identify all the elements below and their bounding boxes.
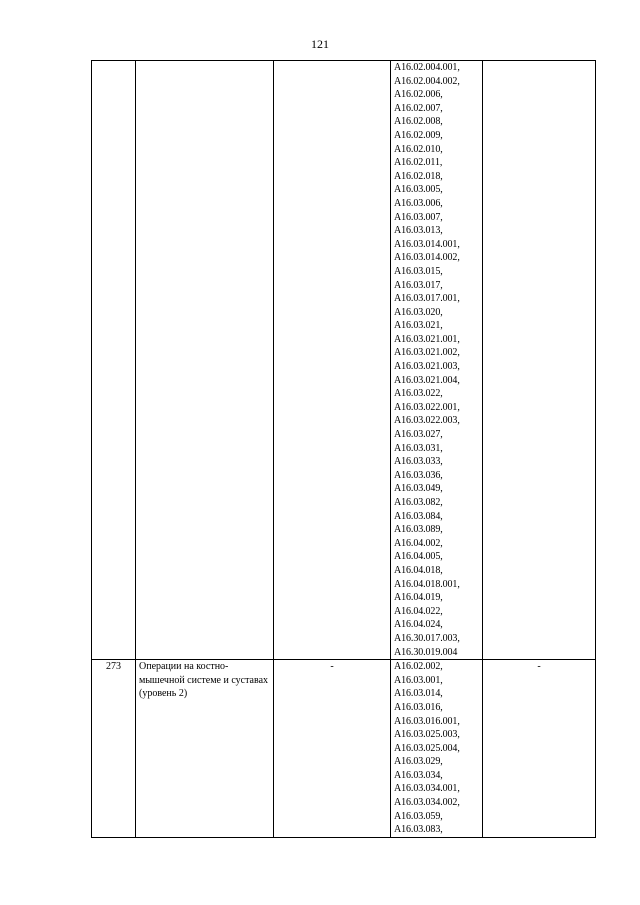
service-code: A16.03.017.001,	[394, 293, 460, 305]
row-col3-cell: -	[274, 660, 391, 838]
service-code: A16.03.022.001,	[394, 401, 460, 413]
table-row	[92, 660, 596, 838]
service-code: A16.03.007,	[394, 211, 443, 223]
table-row	[92, 61, 596, 660]
service-code: A16.03.021.003,	[394, 361, 460, 373]
service-code: A16.30.017.003,	[394, 632, 460, 644]
service-code: A16.03.001,	[394, 674, 443, 686]
service-code: A16.04.022,	[394, 605, 443, 617]
page-number: 121	[311, 37, 329, 51]
service-code: A16.03.049,	[394, 483, 443, 495]
row-number-cell: 273	[92, 660, 136, 838]
row-codes-cell	[391, 61, 483, 660]
row-col3-cell	[274, 61, 391, 660]
service-code: A16.03.021.002,	[394, 347, 460, 359]
service-code: A16.03.013,	[394, 225, 443, 237]
row-col5-cell	[483, 61, 596, 660]
service-code: A16.03.029,	[394, 756, 443, 768]
service-code: A16.03.036,	[394, 469, 443, 481]
service-code: A16.04.018,	[394, 564, 443, 576]
service-code: A16.03.022.003,	[394, 415, 460, 427]
service-code: A16.03.089,	[394, 524, 443, 536]
service-code: A16.03.014.002,	[394, 252, 460, 264]
service-code: A16.02.006,	[394, 89, 443, 101]
service-code: A16.03.027,	[394, 429, 443, 441]
service-code: A16.02.004.001,	[394, 62, 460, 73]
service-code: A16.03.016,	[394, 701, 443, 713]
service-code: A16.03.017,	[394, 279, 443, 291]
service-code: A16.03.059,	[394, 810, 443, 822]
service-code: A16.03.025.003,	[394, 729, 460, 741]
row-name-cell	[136, 61, 274, 660]
row-name-cell: Операции на костно-мышечной системе и суставах (уровень 2)	[136, 660, 274, 838]
service-code: A16.03.082,	[394, 497, 443, 508]
service-code: A16.03.034.001,	[394, 783, 460, 795]
service-code: A16.02.011,	[394, 157, 443, 169]
service-code: A16.02.004.002,	[394, 75, 460, 87]
row-col5-cell: -	[483, 660, 596, 838]
service-code: A16.02.010,	[394, 143, 443, 155]
service-code: A16.04.002,	[394, 537, 443, 549]
service-code: A16.30.019.004	[394, 646, 458, 658]
service-code: A16.03.034,	[394, 769, 443, 781]
service-code: A16.03.022,	[394, 388, 443, 400]
service-code: A16.03.006,	[394, 197, 443, 209]
service-code: A16.03.014.001,	[394, 238, 460, 250]
service-code: A16.03.031,	[394, 442, 443, 454]
service-code: A16.04.018.001,	[394, 578, 460, 590]
service-code: A16.03.034.002,	[394, 797, 460, 809]
service-code: A16.04.024,	[394, 619, 443, 631]
service-code: A16.03.021.001,	[394, 333, 460, 345]
service-code: A16.04.005,	[394, 551, 443, 563]
service-code: A16.02.008,	[394, 116, 443, 128]
service-code: A16.03.005,	[394, 184, 443, 196]
service-code: A16.04.019,	[394, 592, 443, 604]
row-codes-cell	[391, 660, 483, 838]
service-code: A16.03.016.001,	[394, 715, 460, 727]
service-code: A16.03.020,	[394, 306, 443, 318]
kpg-table	[91, 60, 596, 838]
service-code: A16.03.025.004,	[394, 742, 460, 754]
row-number-cell	[92, 61, 136, 660]
service-code: A16.03.033,	[394, 456, 443, 468]
service-code: A16.03.014,	[394, 688, 443, 700]
service-code: A16.02.002,	[394, 661, 443, 673]
service-code: A16.03.015,	[394, 265, 443, 277]
service-code: A16.02.007,	[394, 102, 443, 114]
service-code: A16.03.084,	[394, 510, 443, 522]
service-code: A16.03.021,	[394, 320, 443, 332]
service-code: A16.02.009,	[394, 129, 443, 141]
service-code: A16.02.018,	[394, 170, 443, 182]
service-code: A16.03.021.004,	[394, 374, 460, 386]
service-code: A16.03.083,	[394, 824, 443, 836]
